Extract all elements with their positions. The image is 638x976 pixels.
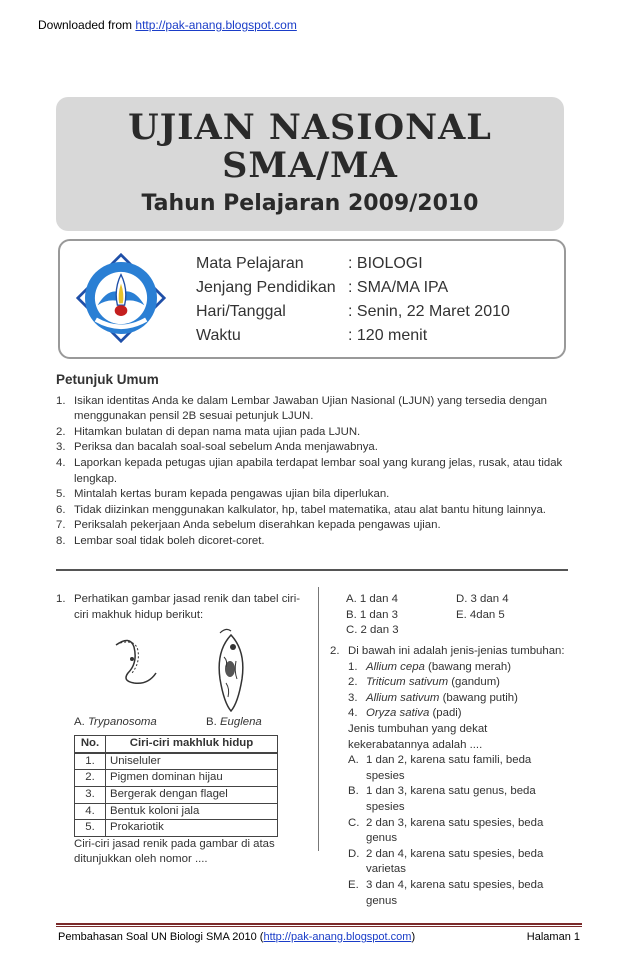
microorganism-figures <box>56 623 302 735</box>
option-letter: C. <box>348 816 360 829</box>
option-text: 1 dan 3, karena satu genus, beda spesies <box>366 785 536 813</box>
question-1-stem <box>56 592 302 623</box>
answer-option <box>348 816 570 847</box>
table-cell: Pigmen dominan hijau <box>106 770 278 787</box>
list-item <box>56 440 568 456</box>
characteristics-table <box>74 735 278 837</box>
item-text: Lembar soal tidak boleh dicoret-coret. <box>74 534 265 547</box>
question-text: Perhatikan gambar jasad renik dan tabel ciri-ciri makhuk hidup berikut: <box>74 593 301 621</box>
info-key: Waktu <box>196 327 241 344</box>
answer-option: C. 2 dan 3 <box>346 624 399 637</box>
tutwuri-handayani-logo <box>76 253 166 343</box>
answer-option: E. 4dan 5 <box>456 608 505 621</box>
question-2 <box>330 644 570 909</box>
exam-banner <box>56 97 564 231</box>
footer-link[interactable]: http://pak-anang.blogspot.com <box>263 931 412 943</box>
footer-left <box>58 931 415 943</box>
latin-name: Oryza sativa <box>366 707 430 720</box>
label-species: Euglena <box>219 716 262 729</box>
info-row-date <box>196 300 518 324</box>
common-name: (padi) <box>429 707 462 720</box>
item-number: 1. <box>348 660 358 673</box>
table-cell: 4. <box>75 803 106 820</box>
table-row <box>75 770 278 787</box>
item-number: 6. <box>56 503 66 516</box>
info-key: Hari/Tanggal <box>196 303 286 320</box>
table-cell: 1. <box>75 753 106 770</box>
option-text: 2 dan 3, karena satu spesies, beda genus <box>366 816 544 845</box>
item-number: 2. <box>348 676 358 689</box>
exam-info-table <box>196 252 518 348</box>
answer-option <box>348 878 570 909</box>
general-instructions <box>56 372 568 550</box>
footer-text-end: ) <box>411 931 416 943</box>
banner-title: UJIAN NASIONAL <box>128 107 492 148</box>
answer-option <box>348 847 570 878</box>
answer-option: D. 3 dan 4 <box>456 593 509 605</box>
figure-label-a <box>74 715 157 731</box>
info-key: Jenjang Pendidikan <box>196 279 336 296</box>
item-text: Periksalah pekerjaan Anda sebelum diserahkan kepada pengawas ujian. <box>74 519 441 532</box>
plant-list <box>330 660 570 910</box>
answer-option: B. 1 dan 3 <box>346 608 398 621</box>
info-row-time <box>196 324 518 348</box>
footer-rule <box>56 923 582 925</box>
table-row <box>75 803 278 820</box>
latin-name: Allium sativum <box>366 691 440 704</box>
options-grid <box>330 592 568 639</box>
figure-label-b <box>206 715 262 731</box>
table-header-row <box>75 736 278 753</box>
option-letter: E. <box>348 878 359 891</box>
list-item <box>348 660 570 676</box>
list-item <box>348 675 570 691</box>
item-number: 3. <box>348 691 358 704</box>
item-number: 5. <box>56 488 66 501</box>
download-note-prefix: Downloaded from <box>38 18 136 32</box>
latin-name: Triticum sativum <box>366 676 449 689</box>
question-2-prompt: Jenis tumbuhan yang dekat kekerabatannya adalah .... <box>348 722 488 751</box>
table-row <box>75 786 278 803</box>
list-item <box>56 425 568 441</box>
table-cell: Bentuk koloni jala <box>106 803 278 820</box>
column-header: No. <box>75 736 106 753</box>
question-text: Di bawah ini adalah jenis-jenias tumbuhan: <box>348 645 565 657</box>
list-item <box>56 503 568 519</box>
item-number: 8. <box>56 534 66 547</box>
question-1-options <box>330 592 568 639</box>
option-text: 1 dan 2, karena satu famili, beda spesies <box>366 754 532 782</box>
table-cell: Uniseluler <box>106 753 278 770</box>
list-item <box>56 518 568 534</box>
label-prefix: B. <box>206 716 220 729</box>
answer-option <box>348 753 570 784</box>
table-row <box>75 820 278 837</box>
item-text: Mintalah kertas buram kepada pengawas ujian bila diperlukan. <box>74 488 390 501</box>
info-row-level <box>196 276 518 300</box>
table-cell: Prokariotik <box>106 820 278 837</box>
latin-name: Allium cepa <box>366 660 425 673</box>
section-divider <box>56 569 568 571</box>
option-letter: B. <box>348 785 359 798</box>
list-item <box>56 534 568 550</box>
info-key: Mata Pelajaran <box>196 255 304 272</box>
item-number: 1. <box>56 394 66 407</box>
list-item <box>56 487 568 503</box>
common-name: (bawang putih) <box>439 691 518 704</box>
column-divider <box>318 587 319 851</box>
question-2-stem <box>330 644 570 660</box>
download-note <box>38 18 297 32</box>
table-cell: 3. <box>75 786 106 803</box>
banner-year: Tahun Pelajaran 2009/2010 <box>141 191 479 216</box>
item-text: Periksa dan bacalah soal-soal sebelum Anda menjawabnya. <box>74 441 378 454</box>
option-letter: D. <box>348 847 360 860</box>
answer-option <box>348 784 570 815</box>
question-1 <box>56 592 302 868</box>
footer-rule-thin <box>56 926 582 927</box>
question-number: 1. <box>56 593 66 605</box>
item-number: 2. <box>56 425 66 438</box>
item-number: 4. <box>348 707 358 720</box>
page-footer <box>58 931 580 943</box>
common-name: (bawang merah) <box>424 660 511 673</box>
table-cell: 2. <box>75 770 106 787</box>
list-item <box>348 706 570 722</box>
list-item <box>56 456 568 487</box>
euglena-figure <box>206 627 256 713</box>
page-number: Halaman 1 <box>526 931 580 943</box>
trypanosoma-figure <box>108 633 168 693</box>
answer-option: A. 1 dan 4 <box>346 593 398 605</box>
question-1-prompt: Ciri-ciri jasad renik pada gambar di atas ditunjukkan oleh nomor .... <box>74 837 275 866</box>
item-number: 4. <box>56 456 66 469</box>
table-row <box>75 753 278 770</box>
item-text: Tidak diizinkan menggunakan kalkulator, hp, tabel matematika, atau alat bantu hitung lainnya. <box>74 503 546 516</box>
option-text: 3 dan 4, karena satu spesies, beda genus <box>366 878 544 907</box>
instructions-list <box>56 394 568 550</box>
column-header: Ciri-ciri makhluk hidup <box>106 736 278 753</box>
list-item <box>56 394 568 425</box>
info-value: : SMA/MA IPA <box>348 279 449 296</box>
question-number: 2. <box>330 645 340 657</box>
item-number: 7. <box>56 519 66 532</box>
info-row-subject <box>196 252 518 276</box>
table-cell: 5. <box>75 820 106 837</box>
footer-text: Pembahasan Soal UN Biologi SMA 2010 ( <box>58 931 264 943</box>
item-text: Isikan identitas Anda ke dalam Lembar Jawaban Ujian Nasional (LJUN) yang tersedia dengan menggunakan pensil 2B sesuai petunjuk LJUN. <box>74 394 547 423</box>
common-name: (gandum) <box>448 676 500 689</box>
item-text: Hitamkan bulatan di depan nama mata ujian pada LJUN. <box>74 425 361 438</box>
instructions-title: Petunjuk Umum <box>56 372 159 387</box>
banner-subtitle: SMA/MA <box>222 145 398 186</box>
label-species: Trypanosoma <box>87 716 157 729</box>
info-value: : BIOLOGI <box>348 255 423 272</box>
info-value: : Senin, 22 Maret 2010 <box>348 303 510 320</box>
info-value: : 120 menit <box>348 327 428 344</box>
option-letter: A. <box>348 754 359 767</box>
item-text: Laporkan kepada petugas ujian apabila terdapat lembar soal yang kurang jelas, rusak, atau tidak lengkap. <box>74 456 563 485</box>
exam-info-box <box>58 239 566 359</box>
option-text: 2 dan 4, karena satu spesies, beda varietas <box>366 847 544 876</box>
item-number: 3. <box>56 441 66 454</box>
list-item <box>348 691 570 707</box>
download-link[interactable]: http://pak-anang.blogspot.com <box>135 18 297 32</box>
label-prefix: A. <box>74 716 88 729</box>
table-cell: Bergerak dengan flagel <box>106 786 278 803</box>
